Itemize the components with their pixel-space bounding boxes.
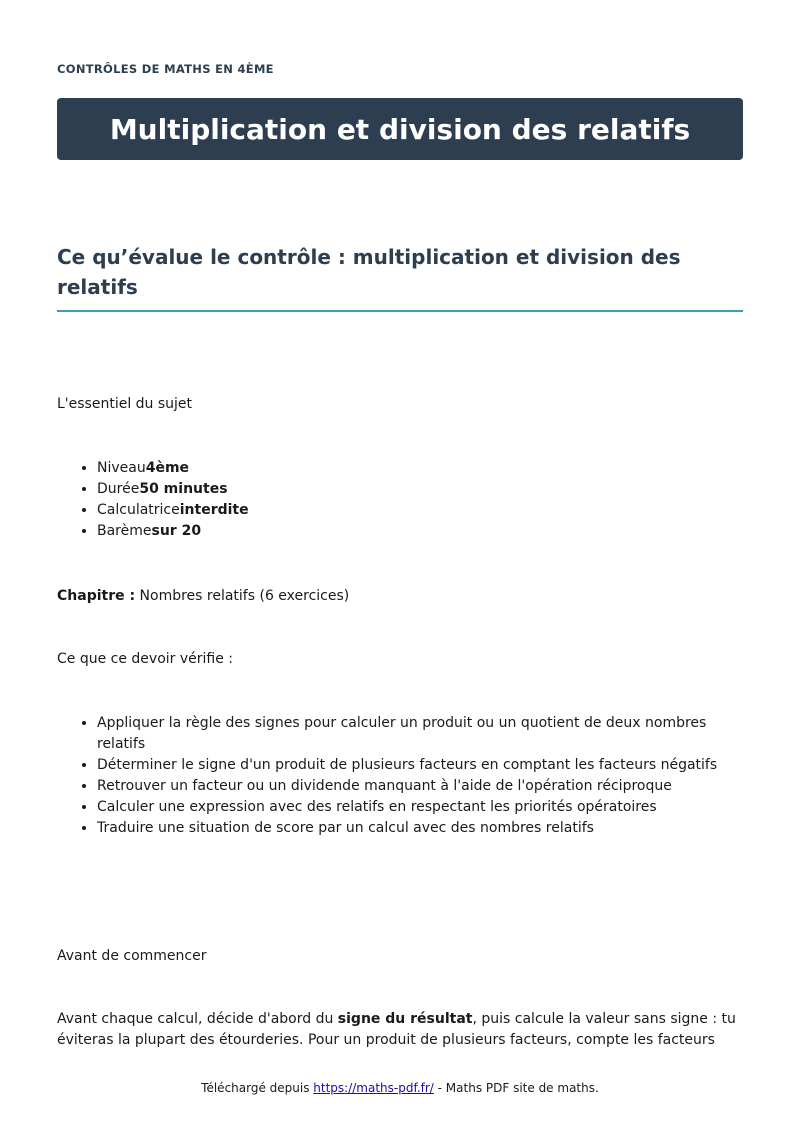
before-start-heading: Avant de commencer — [57, 948, 207, 964]
skill-item: • Calculer une expression avec des relatifs en respectant les priorités opératoires — [97, 797, 743, 818]
emphasis-sign: signe du résultat — [337, 1011, 473, 1027]
footer-link[interactable]: https://maths-pdf.fr/ — [313, 1081, 434, 1095]
chapter-line — [57, 586, 349, 607]
essentials-item-level: • Niveau4ème — [97, 458, 743, 479]
title-banner — [57, 98, 743, 160]
chapter-value: Nombres relatifs (6 exercices) — [135, 588, 350, 604]
essentials-item-grading: • Barèmesur 20 — [97, 521, 743, 542]
page-title: Multiplication et division des relatifs — [109, 112, 691, 146]
before-start-paragraph: Avant chaque calcul, décide d'abord du signe du résultat, puis calcule la valeur sans signe : tu éviteras la plupart des étourderies. Pour un produit de plusieurs facteurs, compte les facteurs — [57, 1011, 736, 1048]
skills-heading: Ce que ce devoir vérifie : — [57, 651, 234, 667]
chapter-label: Chapitre : — [57, 588, 136, 604]
essentials-heading: L'essentiel du sujet — [57, 396, 193, 412]
skills-list — [57, 713, 743, 839]
skill-item: • Traduire une situation de score par un calcul avec des nombres relatifs — [97, 818, 743, 839]
skill-item: • Retrouver un facteur ou un dividende manquant à l'aide de l'opération réciproque — [97, 776, 743, 797]
page-kicker: CONTRÔLES DE MATHS EN 4ÈME — [57, 62, 274, 76]
skill-item: • Appliquer la règle des signes pour calculer un produit ou un quotient de deux nombres relatifs — [97, 713, 743, 755]
section-title: Ce qu’évalue le contrôle : multiplication et division des relatifs — [57, 242, 743, 312]
skill-item: • Déterminer le signe d'un produit de plusieurs facteurs en comptant les facteurs négatifs — [97, 755, 743, 776]
essentials-item-duration: • Durée50 minutes — [97, 479, 743, 500]
essentials-item-calculator: • Calculatriceinterdite — [97, 500, 743, 521]
page-footer: Téléchargé depuis https://maths-pdf.fr/ - Maths PDF site de maths. — [201, 1081, 599, 1095]
essentials-list — [57, 458, 743, 542]
